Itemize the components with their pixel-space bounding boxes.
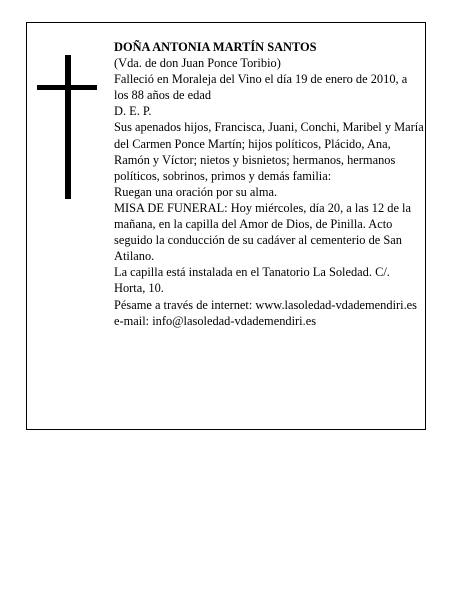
cross-horizontal-bar [37,85,97,90]
cross-icon [37,55,97,199]
funeral-details: MISA DE FUNERAL: Hoy miércoles, día 20, a las 12 de la mañana, en la capilla del Amor de Dios, de Pinilla. Acto seguido la conducción de su cadáver al cementerio de San Atilano. [114,200,411,264]
rip-line: D. E. P. [114,104,152,119]
condolences-contact: Pésame a través de internet: www.lasoledad-vdademendiri.es e-mail: info@lasoledad-vdademendiri.es [114,297,418,328]
chapel-location: La capilla está instalada en el Tanatorio La Soledad. C/. Horta, 10. [114,265,390,296]
widow-of-line: (Vda. de don Juan Ponce Toribio) [114,56,281,71]
deceased-name: DOÑA ANTONIA MARTÍN SANTOS [114,40,317,54]
notice-body [114,39,424,329]
family-paragraph: Sus apenados hijos, Francisca, Juani, Conchi, Maribel y María del Carmen Ponce Martín; hijos políticos, Plácido, Ana, Ramón y Víctor; nietos y bisnietos; hermanos, hermanos políticos, sobrinos, primos y demás familia: [114,120,424,183]
cross-vertical-bar [65,55,71,199]
obituary-notice [26,22,426,430]
prayer-line: Ruegan una oración por su alma. [114,184,278,199]
death-details: Falleció en Moraleja del Vino el día 19 de enero de 2010, a los 88 años de edad [114,72,408,103]
